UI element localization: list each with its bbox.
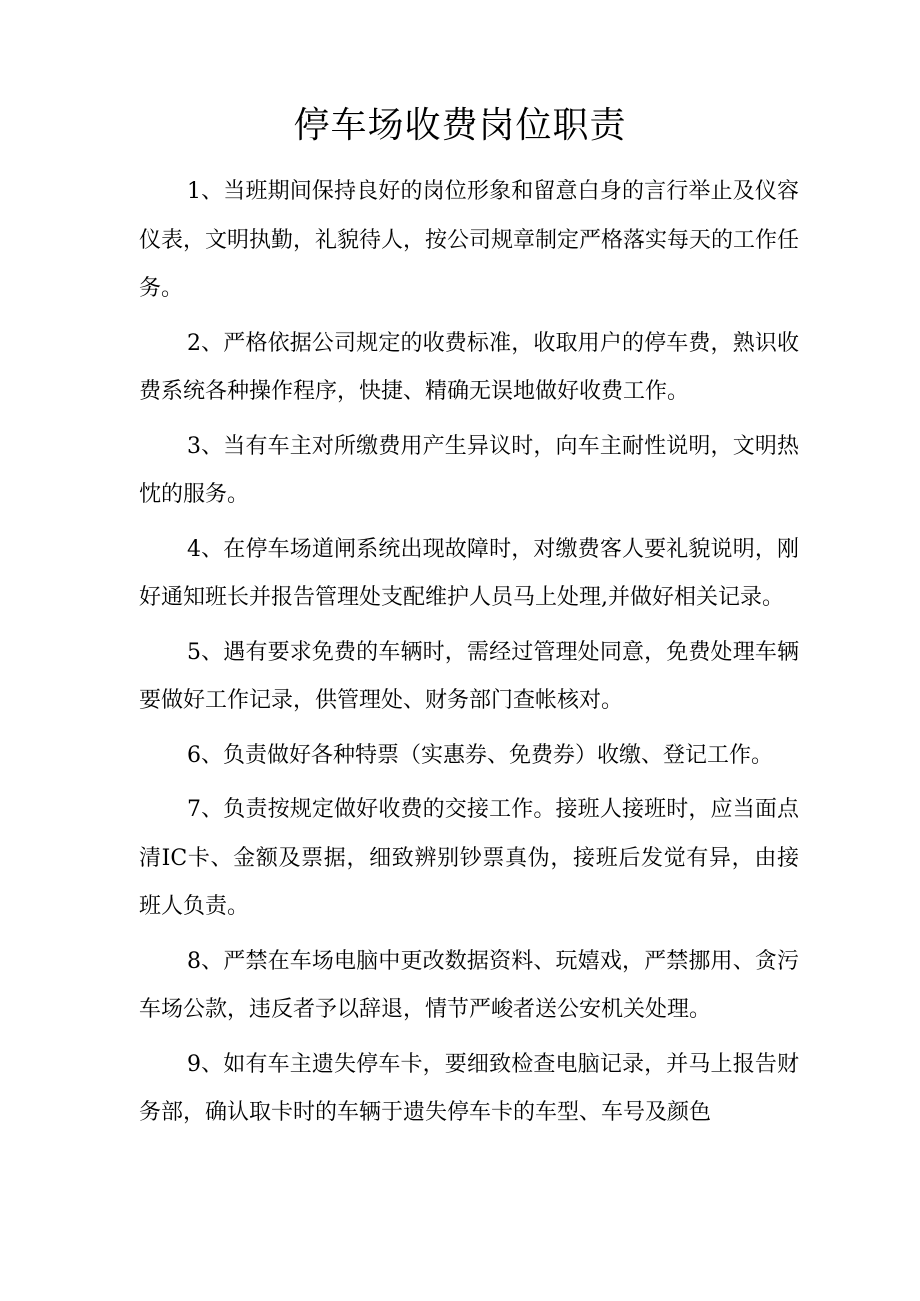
duty-item-6: 6、负责做好各种特票（实惠券、免费券）收缴、登记工作。 [187, 742, 773, 768]
duty-item-1: 1、当班期间保持良好的岗位形象和留意白身的言行举止及仪容仪表，文明执勤，礼貌待人，按公司规章制定严格落实每天的工作任务。 [139, 179, 800, 301]
duty-item-8: 8、严禁在车场电脑中更改数据资料、玩嬉戏，严禁挪用、贪污车场公款，违反者予以辞退，情节严峻者送公安机关处理。 [139, 948, 799, 1022]
duty-item-9: 9、如有车主遗失停车卡，要细致检查电脑记录，并马上报告财务部，确认取卡时的车辆于遗失停车卡的车型、车号及颜色 [139, 1051, 799, 1125]
duty-item-2: 2、严格依据公司规定的收费标准，收取用户的停车费，熟识收费系统各种操作程序，快捷、精确无误地做好收费工作。 [139, 330, 799, 404]
document-title: 停车场收费岗位职责 [293, 105, 627, 146]
duty-item-4: 4、在停车场道闸系统出现故障时，对缴费客人要礼貌说明，刚好通知班长并报告管理处支配维护人员马上处理,并做好相关记录。 [139, 536, 799, 610]
duty-item-5: 5、遇有要求免费的车辆时，需经过管理处同意，免费处理车辆要做好工作记录，供管理处、财务部门查帐核对。 [139, 639, 799, 713]
duty-item-3: 3、当有车主对所缴费用产生异议时，向车主耐性说明，文明热忱的服务。 [139, 433, 799, 507]
document-body [139, 168, 799, 1144]
duty-item-7: 7、负责按规定做好收费的交接工作。接班人接班时，应当面点清IC卡、金额及票据，细致辨别钞票真伪，接班后发觉有异，由接班人负责。 [139, 797, 799, 919]
